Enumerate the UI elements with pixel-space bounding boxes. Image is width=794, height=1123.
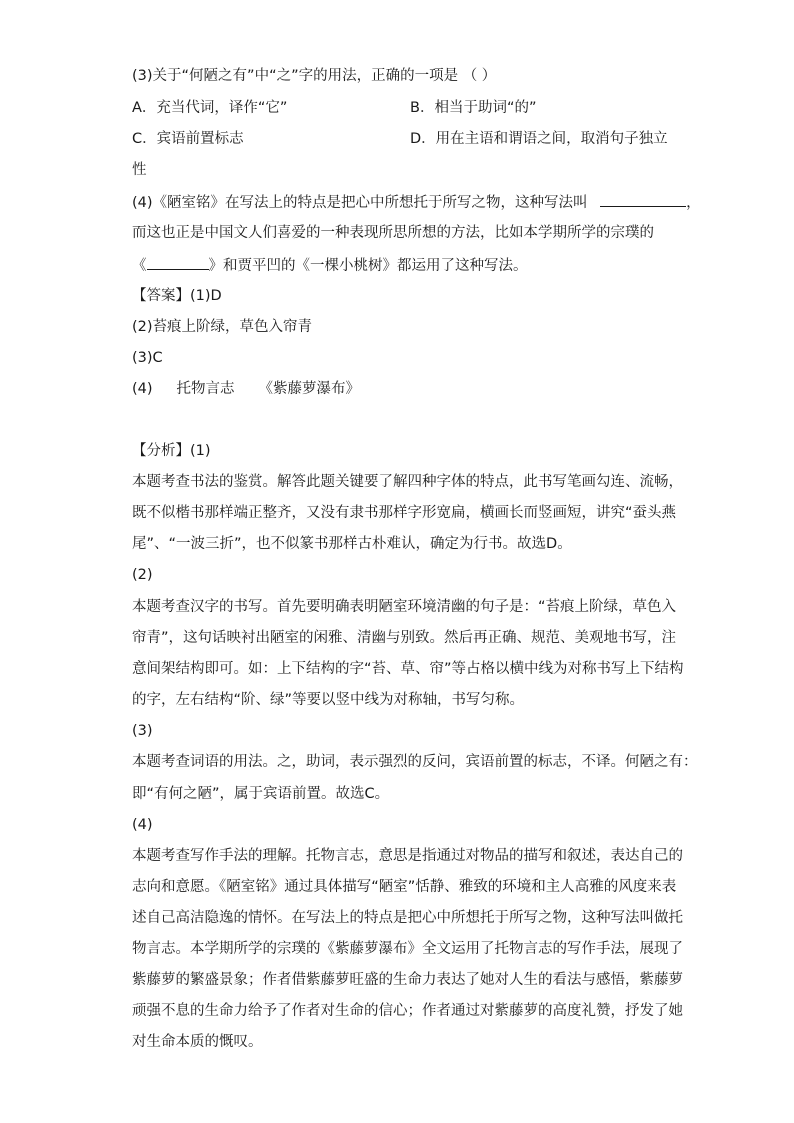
- answer-parentheses: （ ）: [462, 68, 497, 84]
- answer-3: (3)C: [132, 350, 163, 366]
- option-c: C．宾语前置标志: [132, 131, 244, 147]
- answer-1: (1)D: [190, 288, 222, 304]
- analysis-3-line: 即“有何之陋”，属于宾语前置。故选C。: [132, 786, 390, 802]
- analysis-4-line: 本题考查写作手法的理解。托物言志，意思是指通过对物品的描写和叙述，表达自己的: [132, 848, 683, 864]
- analysis-1-line: 尾”、“一波三折”，也不似篆书那样古朴难认，确定为行书。故选D。: [132, 536, 572, 552]
- question-4-line-3: [132, 255, 528, 276]
- question-4-comma: ，: [686, 195, 701, 211]
- option-a: A．充当代词，译作“它”: [132, 100, 288, 116]
- book-title-open: 《: [132, 258, 147, 274]
- analysis-4-line: 志向和意愿。《陋室铭》通过具体描写“陋室”恬静、雅致的环境和主人高雅的风度来表: [132, 879, 677, 895]
- analysis-1-line: 本题考查书法的鉴赏。解答此题关键要了解四种字体的特点，此书写笔画勾连、流畅，: [132, 474, 683, 490]
- analysis-2-line: 的字，左右结构“阶、绿”等要以竖中线为对称轴，书写匀称。: [132, 692, 525, 708]
- analysis-2-number: (2): [132, 567, 153, 583]
- question-4-line-3-text: 》和贾平凹的《一棵小桃树》都运用了这种写法。: [208, 258, 528, 274]
- option-d-continuation: 性: [132, 162, 147, 178]
- answer-line-1: [132, 286, 222, 306]
- analysis-4-line: 对生命本质的慨叹。: [132, 1034, 263, 1050]
- option-b: B．相当于助词“的”: [410, 100, 537, 116]
- fill-blank-1[interactable]: [600, 192, 686, 207]
- answer-2: (2)苔痕上阶绿，草色入帘青: [132, 319, 313, 335]
- question-4-text: (4)《陋室铭》在写法上的特点是把心中所想托于所写之物，这种写法叫: [132, 195, 588, 211]
- analysis-2-line: 意间架结构即可。如：上下结构的字“苔、草、帘”等占格以横中线为对称书写上下结构: [132, 661, 684, 677]
- question-3-stem-text: (3)关于“何陋之有”中“之”字的用法，正确的一项是: [132, 68, 459, 84]
- analysis-4-number: (4): [132, 817, 153, 833]
- answer-label: 【答案】: [132, 288, 190, 304]
- analysis-4-line: 顽强不息的生命力给予了作者对生命的信心；作者通过对紫藤萝的高度礼赞，抒发了她: [132, 1003, 683, 1019]
- analysis-1-line: 既不似楷书那样端正整齐，又没有隶书那样字形宽扁，横画长而竖画短，讲究“蚕头燕: [132, 505, 677, 521]
- analysis-3-number: (3): [132, 723, 153, 739]
- fill-blank-2[interactable]: [147, 255, 209, 270]
- answer-4-part-1: 托物言志: [176, 381, 235, 397]
- analysis-2-line: 本题考查汉字的书写。首先要明确表明陋室环境清幽的句子是：“苔痕上阶绿，草色入: [132, 599, 677, 615]
- analysis-2-line: 帘青”，这句话映衬出陋室的闲雅、清幽与别致。然后再正确、规范、美观地书写，注: [132, 630, 677, 646]
- question-3-stem: [132, 66, 496, 86]
- question-4-line-1: [132, 192, 701, 213]
- answer-4-number: (4): [132, 381, 153, 397]
- option-d: D．用在主语和谓语之间，取消句子独立: [410, 131, 668, 147]
- analysis-4-line: 物言志。本学期所学的宗璞的《紫藤萝瀑布》全文运用了托物言志的写作手法，展现了: [132, 941, 683, 957]
- analysis-3-line: 本题考查词语的用法。之，助词，表示强烈的反问，宾语前置的标志，不译。何陋之有：: [132, 754, 698, 770]
- analysis-label: 【分析】(1): [132, 443, 211, 459]
- analysis-4-line: 述自己高洁隐逸的情怀。在写法上的特点是把心中所想托于所写之物，这种写法叫做托: [132, 910, 683, 926]
- answer-4: [132, 379, 360, 399]
- question-4-line-2: 而这也正是中国文人们喜爱的一种表现所思所想的方法，比如本学期所学的宗璞的: [132, 225, 654, 241]
- answer-4-part-2: 《紫藤萝瀑布》: [258, 381, 361, 397]
- analysis-4-line: 紫藤萝的繁盛景象；作者借紫藤萝旺盛的生命力表达了她对人生的看法与感悟，紫藤萝: [132, 972, 683, 988]
